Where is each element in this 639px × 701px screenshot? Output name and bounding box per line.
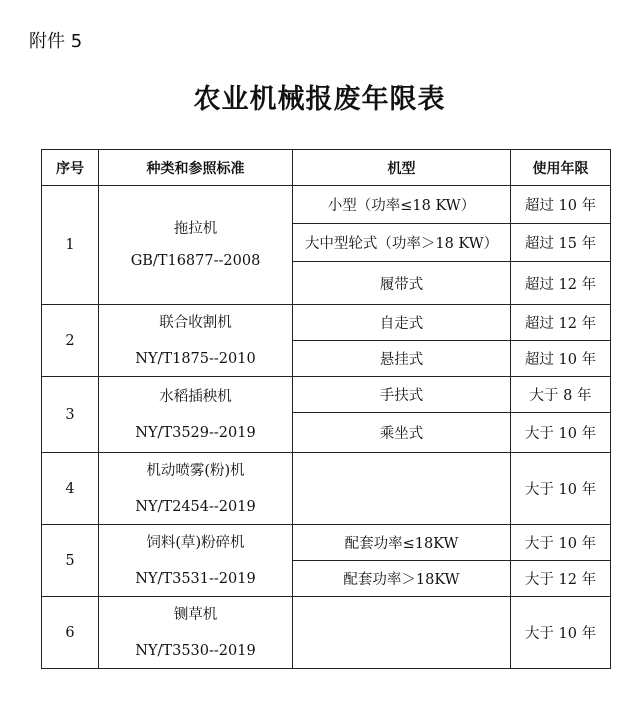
model-cell: 小型（功率≤18 KW）: [293, 186, 511, 224]
years-cell: 大于 10 年: [511, 597, 611, 669]
category-cell: [99, 377, 293, 453]
years-cell: 大于 10 年: [511, 413, 611, 453]
model-cell: 悬挂式: [293, 341, 511, 377]
category-name: 铡草机: [173, 606, 218, 623]
years-cell: 超过 10 年: [511, 341, 611, 377]
model-cell: [293, 453, 511, 525]
category-cell: [99, 305, 293, 377]
model-cell: 配套功率≤18KW: [293, 525, 511, 561]
seq-cell: 1: [42, 186, 99, 305]
category-standard: NY/T3531--2019: [135, 570, 256, 587]
category-name: 饲料(草)粉碎机: [146, 534, 245, 551]
category-standard: NY/T3529--2019: [135, 424, 256, 441]
model-cell: 手扶式: [293, 377, 511, 413]
years-cell: 大于 12 年: [511, 561, 611, 597]
seq-cell: 5: [42, 525, 99, 597]
header-model: 机型: [293, 150, 511, 186]
category-standard: NY/T2454--2019: [135, 498, 256, 515]
category-cell: [99, 597, 293, 669]
category-standard: NY/T3530--2019: [135, 642, 256, 659]
header-seq: 序号: [42, 150, 99, 186]
category-name: 机动喷雾(粉)机: [146, 462, 245, 479]
model-cell: [293, 597, 511, 669]
years-cell: 超过 12 年: [511, 262, 611, 305]
model-cell: 配套功率＞18KW: [293, 561, 511, 597]
category-cell: [99, 525, 293, 597]
header-category: 种类和参照标准: [99, 150, 293, 186]
category-standard: NY/T1875--2010: [135, 350, 256, 367]
seq-cell: 4: [42, 453, 99, 525]
table-row: [42, 186, 611, 224]
years-cell: 超过 12 年: [511, 305, 611, 341]
model-cell: 大中型轮式（功率＞18 KW）: [293, 224, 511, 262]
category-standard: GB/T16877--2008: [130, 253, 261, 269]
table-row: [42, 305, 611, 341]
seq-cell: 6: [42, 597, 99, 669]
table-row: [42, 453, 611, 525]
table-row: [42, 377, 611, 413]
years-cell: 大于 8 年: [511, 377, 611, 413]
seq-cell: 2: [42, 305, 99, 377]
years-cell: 大于 10 年: [511, 453, 611, 525]
category-name: 水稻插秧机: [159, 388, 232, 405]
category-name: 拖拉机: [173, 221, 218, 237]
category-cell: [99, 453, 293, 525]
model-cell: 乘坐式: [293, 413, 511, 453]
header-years: 使用年限: [511, 150, 611, 186]
years-cell: 超过 15 年: [511, 224, 611, 262]
category-name: 联合收割机: [159, 314, 232, 331]
table-header-row: [42, 150, 611, 186]
table-row: [42, 525, 611, 561]
page-title: 农业机械报废年限表: [193, 84, 446, 115]
seq-cell: 3: [42, 377, 99, 453]
scrap-years-table: [41, 149, 611, 669]
table-row: [42, 597, 611, 669]
years-cell: 大于 10 年: [511, 525, 611, 561]
model-cell: 履带式: [293, 262, 511, 305]
attachment-label: 附件 5: [29, 31, 83, 52]
category-cell: [99, 186, 293, 305]
model-cell: 自走式: [293, 305, 511, 341]
years-cell: 超过 10 年: [511, 186, 611, 224]
